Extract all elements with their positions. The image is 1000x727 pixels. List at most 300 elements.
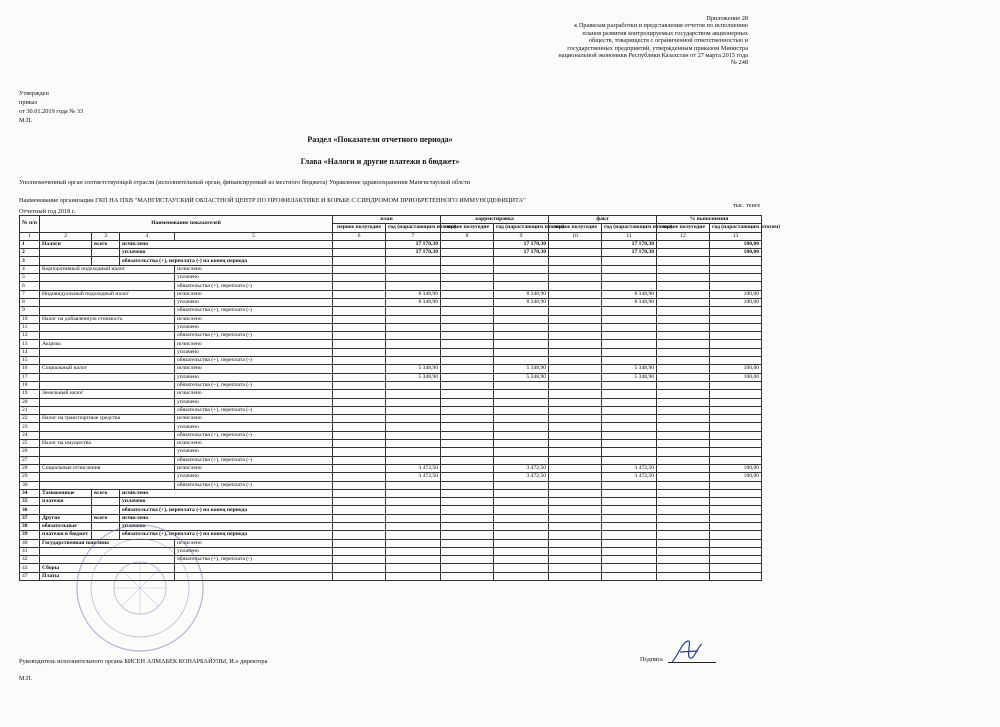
value-cell xyxy=(710,274,762,282)
value-cell xyxy=(441,514,494,522)
value-cell xyxy=(333,340,386,348)
value-cell xyxy=(386,323,441,331)
value-cell xyxy=(657,390,710,398)
value-cell xyxy=(602,274,657,282)
value-cell: 17 170,30 xyxy=(386,249,441,257)
indicator-name xyxy=(40,257,92,265)
value-cell xyxy=(333,464,386,472)
indicator-kind: обязательства (+), переплата (-) на конец периода xyxy=(120,531,333,539)
row-number: 12 xyxy=(20,332,40,340)
value-cell xyxy=(386,390,441,398)
indicator-name: обязательные xyxy=(40,522,92,530)
value-cell xyxy=(441,431,494,439)
value-cell xyxy=(549,464,602,472)
indicator-name: Индивидуальный подоходный налог xyxy=(40,290,175,298)
value-cell xyxy=(441,348,494,356)
table-row xyxy=(20,473,762,481)
value-cell xyxy=(602,307,657,315)
table-row xyxy=(20,348,762,356)
value-cell xyxy=(494,274,549,282)
value-cell xyxy=(333,522,386,530)
value-cell xyxy=(333,298,386,306)
value-cell xyxy=(602,431,657,439)
indicator-name xyxy=(40,357,175,365)
appendix-note xyxy=(520,15,748,67)
reporting-year: Отчетный год 2018 г. xyxy=(19,208,76,215)
value-cell xyxy=(602,332,657,340)
value-cell xyxy=(549,506,602,514)
value-cell xyxy=(549,298,602,306)
value-cell xyxy=(333,323,386,331)
table-row xyxy=(20,282,762,290)
table-row xyxy=(20,257,762,265)
value-cell xyxy=(657,249,710,257)
value-cell xyxy=(441,572,494,580)
indicator-name xyxy=(40,298,175,306)
indicator-name xyxy=(40,274,175,282)
value-cell xyxy=(602,531,657,539)
value-cell xyxy=(710,547,762,555)
value-cell xyxy=(549,340,602,348)
indicator-name: Корпоративный подоходный налог xyxy=(40,265,175,273)
value-cell xyxy=(333,423,386,431)
value-cell: 100,00 xyxy=(710,249,762,257)
value-cell: 5 348,90 xyxy=(494,373,549,381)
value-cell xyxy=(494,506,549,514)
indicator-total: всего xyxy=(92,240,120,248)
value-cell xyxy=(549,522,602,530)
value-cell xyxy=(710,539,762,547)
row-number: 19 xyxy=(20,390,40,398)
value-cell xyxy=(494,539,549,547)
subheader-year-total: год (нарастающим итогом) xyxy=(602,224,657,232)
value-cell xyxy=(657,531,710,539)
indicator-kind: исчислено xyxy=(120,489,333,497)
value-cell xyxy=(333,365,386,373)
value-cell xyxy=(386,315,441,323)
row-number: 34 xyxy=(20,489,40,497)
column-number: 11 xyxy=(602,232,657,240)
indicator-name xyxy=(40,506,92,514)
value-cell xyxy=(602,522,657,530)
value-cell xyxy=(602,381,657,389)
indicator-kind: уплачено xyxy=(175,348,333,356)
value-cell: 100,00 xyxy=(710,365,762,373)
value-cell xyxy=(441,539,494,547)
indicator-total xyxy=(92,249,120,257)
table-row xyxy=(20,489,762,497)
value-cell xyxy=(333,489,386,497)
value-cell xyxy=(710,390,762,398)
value-cell: 3 472,50 xyxy=(494,473,549,481)
value-cell xyxy=(710,348,762,356)
value-cell xyxy=(657,398,710,406)
value-cell xyxy=(441,365,494,373)
column-number: 7 xyxy=(386,232,441,240)
value-cell xyxy=(441,381,494,389)
table-row xyxy=(20,498,762,506)
value-cell xyxy=(602,448,657,456)
col-header-name: Наименование показателей xyxy=(40,216,333,233)
value-cell xyxy=(333,506,386,514)
units-label: тыс. тенге xyxy=(733,202,761,209)
value-cell xyxy=(710,431,762,439)
value-cell xyxy=(602,406,657,414)
value-cell: 5 348,90 xyxy=(494,365,549,373)
value-cell xyxy=(657,456,710,464)
value-cell xyxy=(549,473,602,481)
value-cell xyxy=(494,340,549,348)
value-cell xyxy=(386,381,441,389)
indicator-name xyxy=(40,406,175,414)
value-cell xyxy=(549,332,602,340)
indicator-name: Налог на добавленную стоимость xyxy=(40,315,175,323)
value-cell xyxy=(494,481,549,489)
table-row xyxy=(20,456,762,464)
table-row xyxy=(20,274,762,282)
value-cell xyxy=(386,357,441,365)
value-cell xyxy=(441,274,494,282)
row-number: 16 xyxy=(20,365,40,373)
value-cell xyxy=(494,556,549,564)
signature-mark xyxy=(668,638,708,671)
indicator-kind: исчислено xyxy=(175,415,333,423)
table-row xyxy=(20,506,762,514)
value-cell xyxy=(657,539,710,547)
row-number: 39 xyxy=(20,531,40,539)
value-cell xyxy=(333,357,386,365)
indicator-kind: обязательства (+), переплата (-) на конец периода xyxy=(120,257,333,265)
indicator-kind: уплачено xyxy=(175,373,333,381)
value-cell xyxy=(602,340,657,348)
value-cell xyxy=(602,547,657,555)
table-row xyxy=(20,406,762,414)
value-cell xyxy=(710,340,762,348)
value-cell xyxy=(710,522,762,530)
value-cell xyxy=(602,257,657,265)
value-cell xyxy=(602,423,657,431)
value-cell xyxy=(549,415,602,423)
indicator-name xyxy=(40,348,175,356)
value-cell xyxy=(710,381,762,389)
column-number: 13 xyxy=(710,232,762,240)
value-cell xyxy=(549,323,602,331)
indicator-name: Государственная пошлина xyxy=(40,539,175,547)
indicator-name: Земельный налог xyxy=(40,390,175,398)
value-cell xyxy=(386,547,441,555)
value-cell xyxy=(494,456,549,464)
value-cell xyxy=(386,572,441,580)
value-cell xyxy=(441,373,494,381)
value-cell xyxy=(549,448,602,456)
indicator-name xyxy=(40,456,175,464)
group-header-percent: % выполнения xyxy=(657,216,762,224)
value-cell xyxy=(549,406,602,414)
indicator-kind: обязательства (+), переплата (-) xyxy=(175,307,333,315)
indicator-kind: уплачено xyxy=(175,473,333,481)
value-cell xyxy=(386,398,441,406)
value-cell xyxy=(441,332,494,340)
value-cell xyxy=(441,547,494,555)
indicator-kind: обязательства (+), переплата (-) xyxy=(175,431,333,439)
value-cell xyxy=(494,489,549,497)
value-cell xyxy=(333,265,386,273)
value-cell xyxy=(494,323,549,331)
value-cell xyxy=(710,282,762,290)
indicator-kind: исчислено xyxy=(175,440,333,448)
value-cell xyxy=(494,406,549,414)
indicator-total xyxy=(92,257,120,265)
table-row xyxy=(20,390,762,398)
value-cell xyxy=(494,498,549,506)
table-row xyxy=(20,481,762,489)
value-cell xyxy=(710,265,762,273)
indicator-kind: исчислено xyxy=(175,365,333,373)
value-cell: 8 348,90 xyxy=(494,290,549,298)
indicator-kind: исчислено xyxy=(175,315,333,323)
indicator-name xyxy=(40,373,175,381)
approval-line: приказ xyxy=(19,99,38,106)
value-cell: 3 472,50 xyxy=(386,464,441,472)
table-row xyxy=(20,290,762,298)
value-cell xyxy=(441,249,494,257)
indicator-total: всего xyxy=(92,514,120,522)
value-cell xyxy=(333,431,386,439)
indicator-kind: уплачено xyxy=(175,323,333,331)
row-number: 35 xyxy=(20,498,40,506)
value-cell xyxy=(657,365,710,373)
table-row xyxy=(20,381,762,389)
indicator-name: платежи xyxy=(40,498,92,506)
indicator-name: платежи в бюджет xyxy=(40,531,92,539)
value-cell xyxy=(549,381,602,389)
value-cell: 17 170,30 xyxy=(602,249,657,257)
value-cell xyxy=(386,307,441,315)
value-cell xyxy=(549,274,602,282)
indicator-kind: обязательства (+), переплата (-) xyxy=(175,282,333,290)
value-cell xyxy=(657,332,710,340)
value-cell xyxy=(710,481,762,489)
value-cell xyxy=(549,431,602,439)
value-cell xyxy=(441,398,494,406)
value-cell xyxy=(386,456,441,464)
value-cell xyxy=(602,506,657,514)
value-cell xyxy=(657,406,710,414)
indicator-kind: исчислено xyxy=(175,340,333,348)
value-cell xyxy=(710,448,762,456)
value-cell xyxy=(710,506,762,514)
indicator-name xyxy=(40,307,175,315)
value-cell xyxy=(549,514,602,522)
value-cell xyxy=(710,357,762,365)
value-cell xyxy=(494,381,549,389)
value-cell xyxy=(333,398,386,406)
table-row xyxy=(20,440,762,448)
indicator-kind: уплачено xyxy=(120,249,333,257)
value-cell xyxy=(657,522,710,530)
row-number: 6 xyxy=(20,282,40,290)
value-cell xyxy=(657,240,710,248)
value-cell xyxy=(549,547,602,555)
value-cell xyxy=(602,456,657,464)
appendix-line: № 248 xyxy=(730,59,748,67)
table-row xyxy=(20,265,762,273)
row-number: 22 xyxy=(20,415,40,423)
value-cell xyxy=(333,448,386,456)
indicator-kind: уплачено xyxy=(175,398,333,406)
value-cell xyxy=(710,257,762,265)
round-stamp xyxy=(74,522,206,659)
value-cell xyxy=(602,481,657,489)
subheader-first-half: первое полугодие xyxy=(441,224,494,232)
row-number: 8 xyxy=(20,298,40,306)
value-cell xyxy=(657,481,710,489)
value-cell xyxy=(441,290,494,298)
value-cell xyxy=(657,290,710,298)
column-number: 10 xyxy=(549,232,602,240)
value-cell xyxy=(657,415,710,423)
indicator-name: Налог на транспортные средства xyxy=(40,415,175,423)
indicator-kind: исчислено xyxy=(175,464,333,472)
table-row xyxy=(20,298,762,306)
value-cell xyxy=(657,564,710,572)
table-row xyxy=(20,307,762,315)
indicator-kind: уплачено xyxy=(175,547,333,555)
value-cell xyxy=(494,564,549,572)
value-cell xyxy=(386,448,441,456)
value-cell xyxy=(494,348,549,356)
row-number: 21 xyxy=(20,406,40,414)
row-number: 10 xyxy=(20,315,40,323)
value-cell xyxy=(333,539,386,547)
authority-line: Уполномоченный орган соответствующей отрасли (исполнительный орган, финансируемый из местного бюджета) Управление здравоохранения Мангистауской облсти xyxy=(19,179,471,186)
value-cell xyxy=(386,406,441,414)
row-number: 27 xyxy=(20,456,40,464)
value-cell xyxy=(333,531,386,539)
value-cell xyxy=(494,572,549,580)
value-cell xyxy=(441,282,494,290)
indicator-name: Социальные отчисления xyxy=(40,464,175,472)
value-cell xyxy=(657,274,710,282)
indicator-name xyxy=(40,473,175,481)
value-cell xyxy=(441,415,494,423)
value-cell xyxy=(386,265,441,273)
indicator-kind: обязательства (+), переплата (-) xyxy=(175,556,333,564)
value-cell xyxy=(549,456,602,464)
value-cell xyxy=(657,498,710,506)
value-cell: 17 170,30 xyxy=(494,240,549,248)
value-cell: 8 348,90 xyxy=(386,290,441,298)
section-title: Раздел «Показатели отчетного периода» xyxy=(307,135,453,144)
table-row xyxy=(20,423,762,431)
row-number: 25 xyxy=(20,440,40,448)
indicator-kind: уплачено xyxy=(120,522,333,530)
value-cell xyxy=(602,539,657,547)
value-cell xyxy=(602,415,657,423)
value-cell xyxy=(333,348,386,356)
indicator-kind: уплачено xyxy=(175,448,333,456)
indicator-kind: исчислено xyxy=(120,514,333,522)
value-cell xyxy=(333,249,386,257)
value-cell xyxy=(441,298,494,306)
value-cell xyxy=(657,423,710,431)
value-cell xyxy=(657,381,710,389)
value-cell xyxy=(710,456,762,464)
indicator-name: Таможенные xyxy=(40,489,92,497)
value-cell: 100,00 xyxy=(710,464,762,472)
value-cell: 8 348,90 xyxy=(494,298,549,306)
value-cell xyxy=(386,514,441,522)
value-cell xyxy=(441,506,494,514)
row-number: 40 xyxy=(20,539,40,547)
value-cell xyxy=(549,564,602,572)
value-cell xyxy=(657,323,710,331)
value-cell xyxy=(602,398,657,406)
value-cell xyxy=(657,556,710,564)
value-cell xyxy=(441,522,494,530)
value-cell xyxy=(441,473,494,481)
indicator-name: Налог на имущество xyxy=(40,440,175,448)
indicator-kind: обязательства (+), переплата (-) xyxy=(175,357,333,365)
value-cell xyxy=(602,564,657,572)
appendix-line: к Правилам разработки и представления отчетов по исполнению xyxy=(574,22,748,30)
value-cell xyxy=(333,290,386,298)
value-cell xyxy=(441,456,494,464)
row-number: 1 xyxy=(20,240,40,248)
table-row xyxy=(20,398,762,406)
value-cell xyxy=(602,357,657,365)
value-cell xyxy=(710,398,762,406)
value-cell xyxy=(333,257,386,265)
value-cell xyxy=(494,531,549,539)
value-cell xyxy=(602,556,657,564)
column-number: 1 xyxy=(20,232,40,240)
value-cell xyxy=(386,332,441,340)
value-cell xyxy=(657,348,710,356)
value-cell xyxy=(710,531,762,539)
value-cell xyxy=(441,340,494,348)
value-cell xyxy=(386,415,441,423)
column-number: 6 xyxy=(333,232,386,240)
value-cell xyxy=(657,357,710,365)
value-cell xyxy=(549,481,602,489)
indicator-name xyxy=(40,448,175,456)
table-row xyxy=(20,315,762,323)
value-cell xyxy=(710,556,762,564)
value-cell xyxy=(494,257,549,265)
value-cell xyxy=(657,282,710,290)
row-number: 3 xyxy=(20,257,40,265)
row-number: 37 xyxy=(20,514,40,522)
value-cell: 3 472,50 xyxy=(494,464,549,472)
indicator-name xyxy=(40,381,175,389)
value-cell xyxy=(549,365,602,373)
column-number: 2 xyxy=(40,232,92,240)
value-cell xyxy=(386,506,441,514)
value-cell xyxy=(333,415,386,423)
value-cell xyxy=(494,448,549,456)
indicator-name: Сборы xyxy=(40,564,175,572)
value-cell xyxy=(333,315,386,323)
value-cell xyxy=(441,440,494,448)
value-cell xyxy=(657,340,710,348)
indicator-kind: обязательства (+), переплата (-) xyxy=(175,381,333,389)
value-cell xyxy=(441,448,494,456)
column-number: 9 xyxy=(494,232,549,240)
indicator-name: Социальный налог xyxy=(40,365,175,373)
value-cell xyxy=(386,489,441,497)
value-cell xyxy=(333,282,386,290)
